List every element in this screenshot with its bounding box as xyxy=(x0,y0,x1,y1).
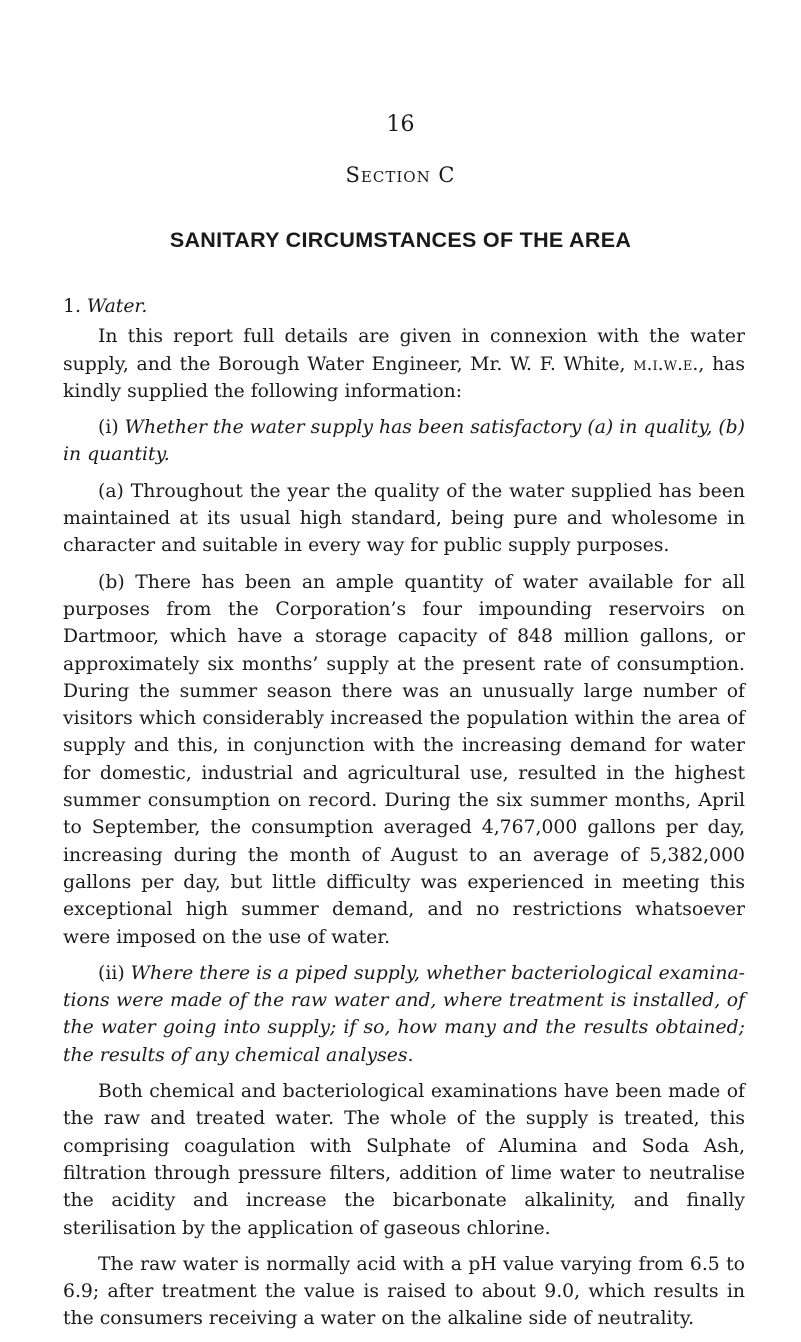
answer-b-label: (b) xyxy=(98,571,136,593)
answer-a-paragraph xyxy=(63,478,745,560)
section-title: SANITARY CIRCUMSTANCES OF THE AREA xyxy=(169,228,632,252)
subsection-title: Water. xyxy=(86,296,148,317)
answer-a-label: (a) xyxy=(98,480,131,502)
question-i-text: Whether the water supply has been satisfactory (a) in quality, (b) in quantity. xyxy=(63,417,745,466)
answer-ii-paragraph-2: The raw water is normally acid with a pH value varying from 6.5 to 6.9; after treatment the value is raised to about 9.0, which results in the consumers receiving a water on the alkaline side of neutrality. xyxy=(63,1253,745,1330)
answer-b-paragraph xyxy=(63,569,745,951)
question-ii-paragraph xyxy=(63,960,745,1069)
intro-paragraph xyxy=(63,323,745,405)
intro-text-1: In this report full details are given in connexion with the water supply, and the Borough Water Engineer, Mr. W. F. White, xyxy=(63,326,745,375)
question-i-paragraph xyxy=(63,414,745,469)
engineer-qualification: m.i.w.e. xyxy=(633,353,699,375)
question-ii-text: Where there is a piped supply, whether bacteriological examinations were made of the raw water and, where treatment is installed, of the water going into supply; if so, how many and the results obtained; the results of any chemical analyses. xyxy=(63,962,745,1066)
question-i-number: (i) xyxy=(98,417,125,439)
answer-ii-paragraph-1: Both chemical and bacteriological examinations have been made of the raw and treated water. The whole of the supply is treated, this comprising coagulation with Sulphate of Alumina and Soda Ash, filtration through pressure filters, addition of lime water to neutralise the acidity and increase the bicarbonate alkalinity, and finally sterilisation by the application of gaseous chlorine. xyxy=(63,1081,745,1239)
question-ii-number: (ii) xyxy=(98,962,131,984)
answer-b-text: There has been an ample quantity of water available for all purposes from the Corporation’s four impounding reservoirs on Dartmoor, which have a storage capacity of 848 million gallons, or approximately six months’ supply at the present rate of consumption. During the summer season there was an unusually large number of visitors which considerably increased the population within the area of supply and this, in conjunction with the increasing demand for water for domestic, industrial and agricultural use, resulted in the highest summer consumption on record. During the six summer months, April to September, the consumption averaged 4,767,000 gallons per day, increasing during the month of August to an average of 5,382,000 gallons per day, but little difficulty was experienced in meeting this exceptional high summer demand, and no restrictions whatsoever were imposed on the use of water. xyxy=(63,571,745,948)
page-number: 16 xyxy=(386,112,415,137)
intro-text-2: , has kindly supplied the following information: xyxy=(63,353,745,402)
subsection-number: 1. xyxy=(63,296,81,317)
body-text xyxy=(63,293,745,1342)
section-label: Section C xyxy=(345,163,456,187)
answer-a-text: Throughout the year the quality of the water supplied has been maintained at its usual high standard, being pure and wholesome in character and suitable in every way for public supply purposes. xyxy=(63,480,745,557)
subsection-heading xyxy=(63,293,745,320)
